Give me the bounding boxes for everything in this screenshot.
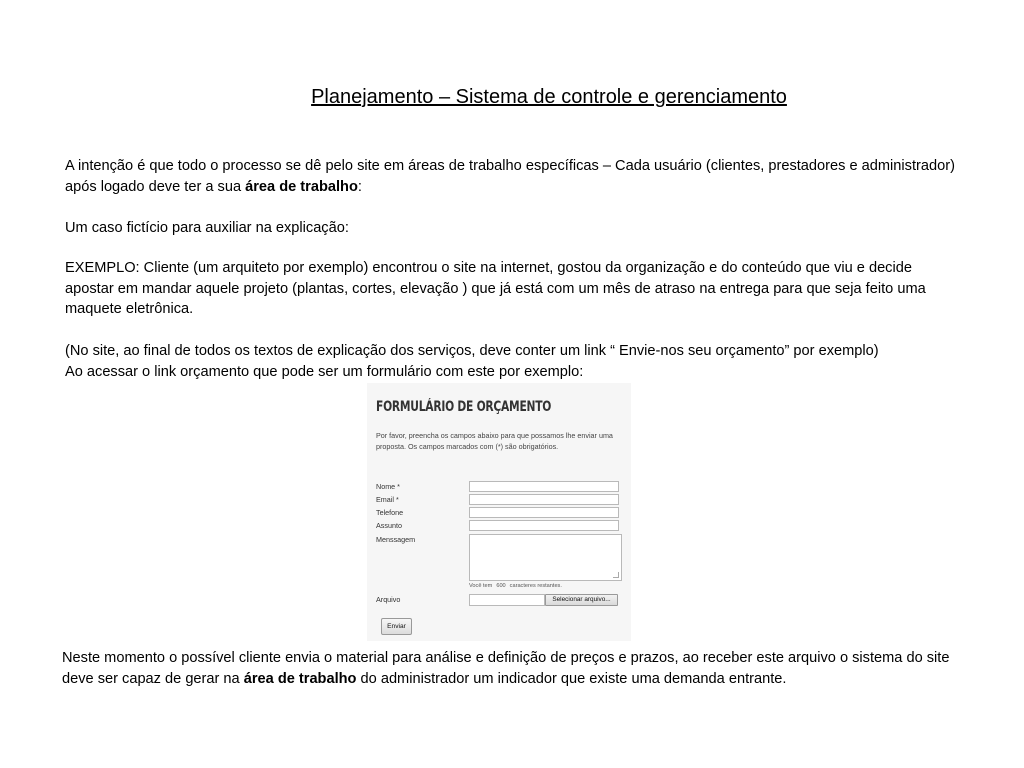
- page-title: Planejamento – Sistema de controle e gerenciamento: [311, 86, 787, 108]
- form-title: FORMULÁRIO DE ORÇAMENTO: [376, 399, 552, 415]
- intro-bold-term: área de trabalho: [245, 178, 358, 195]
- link-note-line-1: (No site, ao final de todos os textos de explicação dos serviços, deve conter um link “ Envie-nos seu orçamento” por exemplo): [65, 343, 879, 359]
- assunto-input[interactable]: [469, 520, 619, 531]
- nome-label: Nome *: [376, 482, 400, 491]
- assunto-label: Assunto: [376, 521, 402, 530]
- closing-paragraph: [62, 648, 962, 689]
- email-input[interactable]: [469, 494, 619, 505]
- intro-paragraph: [65, 156, 955, 197]
- email-label: Email *: [376, 495, 399, 504]
- mensagem-label: Menssagem: [376, 535, 416, 544]
- quote-form-screenshot: [367, 383, 631, 641]
- telefone-input[interactable]: [469, 507, 619, 518]
- nome-input[interactable]: [469, 481, 619, 492]
- closing-text: Neste momento o possível cliente envia o material para análise e definição de preços e prazos, ao receber este arquivo o sistema do site deve ser capaz de gerar na: [62, 650, 950, 687]
- chars-count: 600: [496, 583, 506, 589]
- mensagem-textarea[interactable]: [469, 534, 622, 581]
- link-note-paragraph: [65, 341, 955, 382]
- select-file-button[interactable]: Selecionar arquivo...: [545, 594, 618, 606]
- case-intro-paragraph: Um caso fictício para auxiliar na explicação:: [65, 220, 349, 236]
- send-button[interactable]: Enviar: [381, 618, 412, 635]
- arquivo-label: Arquivo: [376, 595, 401, 604]
- telefone-label: Telefone: [376, 508, 404, 517]
- chars-suffix: caracteres restantes.: [509, 583, 562, 589]
- chars-remaining: [469, 583, 562, 589]
- closing-bold-term: área de trabalho: [243, 670, 357, 687]
- resize-grip-icon[interactable]: [613, 572, 619, 578]
- example-paragraph: EXEMPLO: Cliente (um arquiteto por exemplo) encontrou o site na internet, gostou da organização e do conteúdo que viu e decide apostar em mandar aquele projeto (plantas, cortes, elevação ) que já está com um mês de atraso na entrega para que seja feito uma maquete eletrônica.: [65, 260, 926, 317]
- intro-colon: :: [357, 178, 362, 195]
- intro-text: A intenção é que todo o processo se dê pelo site em áreas de trabalho específicas – Cada usuário (clientes, prestadores e administrador) após logado deve ter a sua: [65, 158, 955, 195]
- arquivo-input[interactable]: [469, 594, 545, 606]
- link-note-line-2: Ao acessar o link orçamento que pode ser um formulário com este por exemplo:: [65, 363, 584, 380]
- closing-text-end: do administrador um indicador que existe uma demanda entrante.: [356, 670, 787, 687]
- form-intro: Por favor, preencha os campos abaixo para que possamos lhe enviar uma proposta. Os campos marcados com (*) são obrigatórios.: [376, 431, 613, 451]
- chars-prefix: Você tem: [469, 583, 493, 589]
